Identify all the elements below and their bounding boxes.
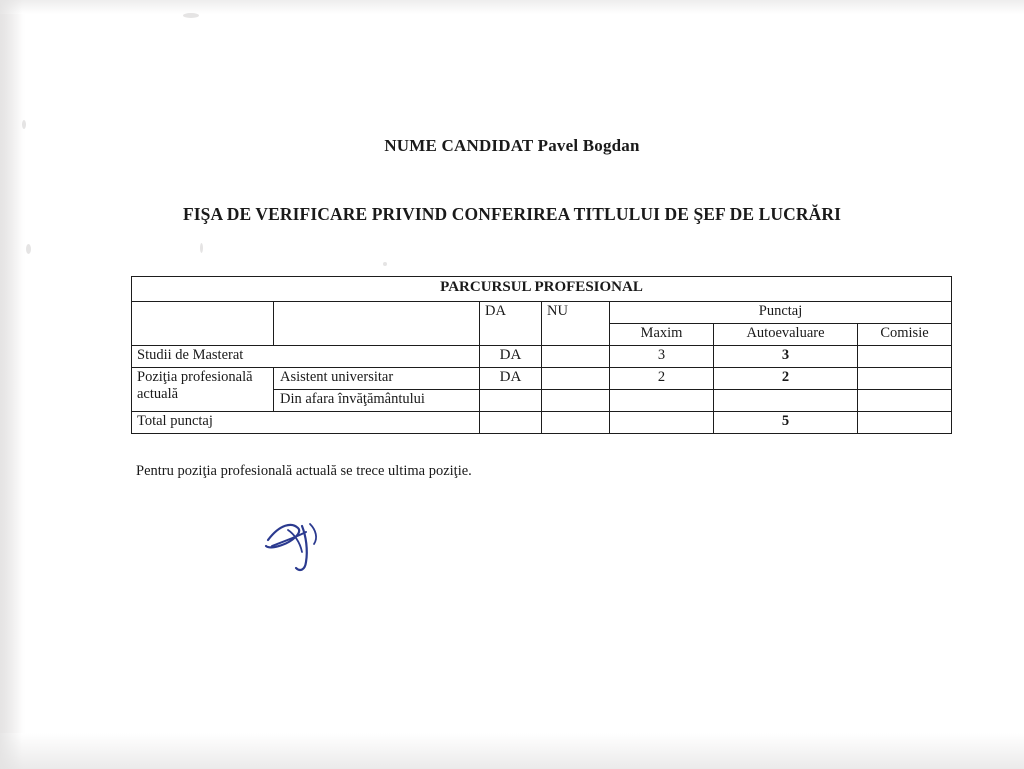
row-criterion: Poziţia profesională actuală [132,368,274,412]
row-nu [542,390,610,412]
row-nu [542,368,610,390]
total-autoevaluare: 5 [714,412,858,434]
scan-speck [22,120,26,129]
row-comisie [858,346,952,368]
header-subcriterion-blank [274,302,480,346]
total-comisie [858,412,952,434]
row-autoevaluare: 3 [714,346,858,368]
row-maxim: 3 [610,346,714,368]
header-nu: NU [542,302,610,346]
evaluation-table-wrapper [131,276,951,434]
header-comisie: Comisie [858,324,952,346]
row-autoevaluare [714,390,858,412]
row-maxim [610,390,714,412]
scan-speck [383,262,387,266]
footnote-text: Pentru poziţia profesională actuală se trece ultima poziţie. [136,463,472,479]
table-band-title: PARCURSUL PROFESIONAL [132,277,952,302]
total-nu [542,412,610,434]
signature-icon [258,512,348,582]
row-autoevaluare: 2 [714,368,858,390]
row-comisie [858,390,952,412]
scan-edge-left [0,0,22,769]
header-punctaj: Punctaj [610,302,952,324]
header-da: DA [480,302,542,346]
scan-edge-top [0,0,1024,14]
row-da [480,390,542,412]
table-band-row [132,277,952,302]
row-criterion: Studii de Masterat [132,346,480,368]
scan-edge-bottom [0,733,1024,769]
table-row [132,368,952,390]
row-subcriterion: Din afara învăţământului [274,390,480,412]
table-header-row-1 [132,302,952,324]
row-maxim: 2 [610,368,714,390]
scan-speck [26,244,31,254]
row-da: DA [480,368,542,390]
header-maxim: Maxim [610,324,714,346]
candidate-name-line: NUME CANDIDAT Pavel Bogdan [384,136,640,155]
scan-speck [200,243,203,253]
document-title: FIŞA DE VERIFICARE PRIVIND CONFERIREA TITLULUI DE ŞEF DE LUCRĂRI [182,204,842,224]
header-criterion-blank [132,302,274,346]
row-nu [542,346,610,368]
total-da [480,412,542,434]
row-comisie [858,368,952,390]
evaluation-table [131,276,952,434]
signature-mark [258,512,348,582]
total-label: Total punctaj [132,412,480,434]
row-da: DA [480,346,542,368]
row-subcriterion: Asistent universitar [274,368,480,390]
header-autoevaluare: Autoevaluare [714,324,858,346]
total-maxim [610,412,714,434]
table-total-row [132,412,952,434]
scan-speck [183,13,199,18]
table-row [132,346,952,368]
